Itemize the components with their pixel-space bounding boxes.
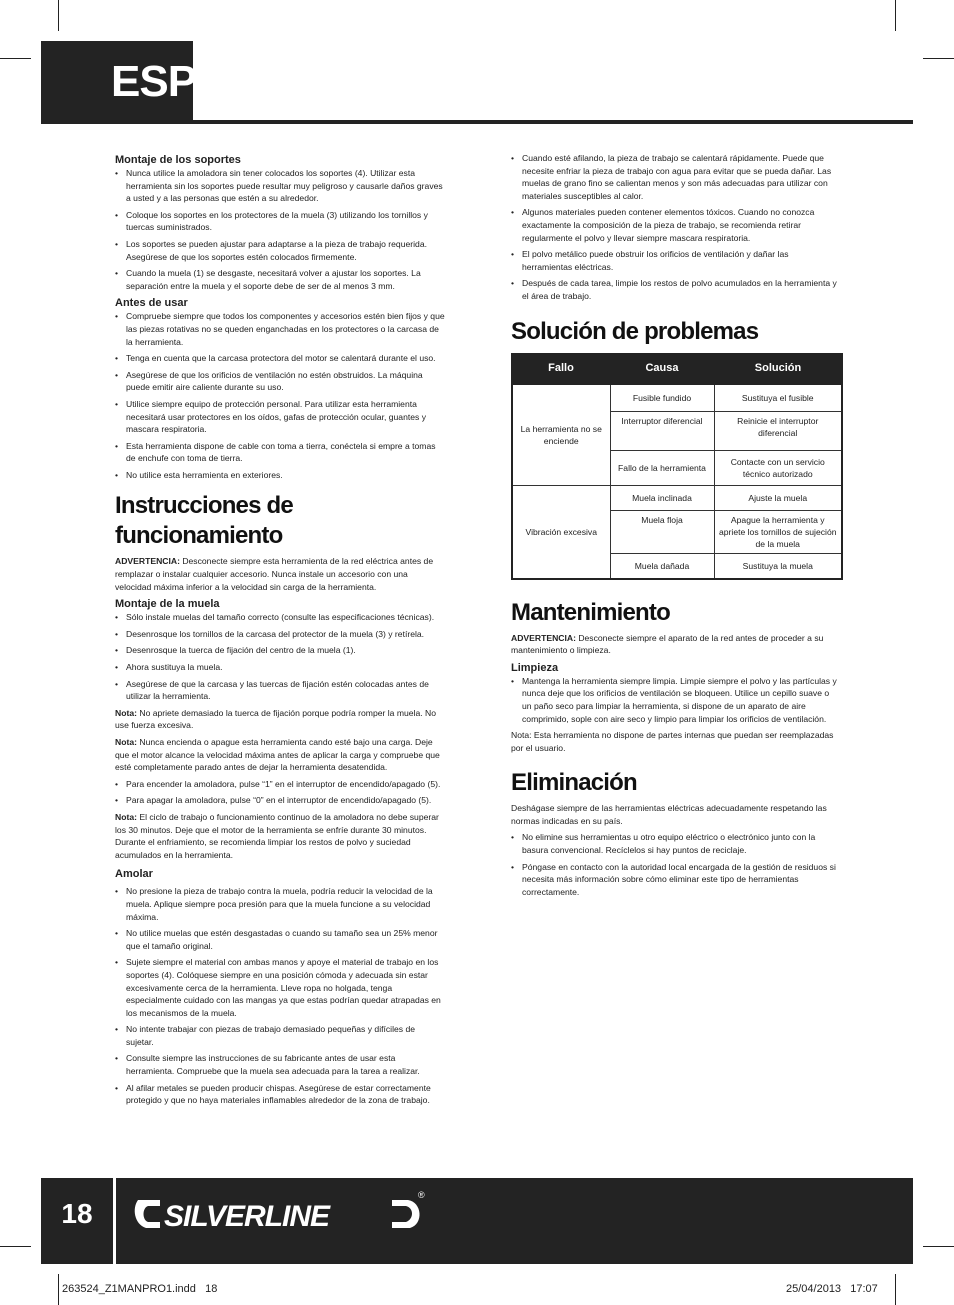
crop-mark xyxy=(0,1246,31,1247)
list-item: • Sujete siempre el material con ambas manos y apoye el material de trabajo en los soportes (4). Colóquese siempre en una posición cómoda y adecuada sin estar excesivamente cerca de la herramienta. Lleve ropa no holgada, tenga especialmente cuidado con las mangas ya que estas podrían quedar atrapadas en los mecanismos de la muela. xyxy=(115,956,445,1019)
table-cell-solucion: Sustituya la muela xyxy=(714,553,842,579)
table-cell-causa: Fusible fundido xyxy=(610,384,714,412)
section-subtitle: Limpieza xyxy=(511,661,559,674)
crop-mark xyxy=(895,0,896,31)
warning-text: Desconecte siempre esta herramienta de la red eléctrica antes de remplazar o instalar cualquier accesorio. Nunca instale un accesorio con una velocidad máxima inferior a la velocidad sin carga de la herramienta. xyxy=(115,556,434,592)
list-item: • Asegúrese de que los orificios de ventilación no estén obstruidos. La máquina puede emitir aire caliente durante su uso. xyxy=(115,369,445,394)
list-item: • Sólo instale muelas del tamaño correcto (consulte las especificaciones técnicas). xyxy=(115,611,445,624)
bullet-list xyxy=(511,675,841,725)
crop-mark xyxy=(0,58,31,59)
bullet-list xyxy=(511,831,841,898)
list-item: • No intente trabajar con piezas de trabajo demasiado pequeñas y difíciles de sujetar. xyxy=(115,1023,445,1048)
note-paragraph xyxy=(115,811,445,861)
note-label: Nota: xyxy=(115,707,137,718)
table-cell-fallo: Vibración excesiva xyxy=(512,485,610,579)
table-cell-causa: Muela floja xyxy=(610,510,714,553)
registered-mark: ® xyxy=(418,1190,425,1200)
list-item: • Cuando esté afilando, la pieza de trabajo se calentará rápidamente. Puede que necesite enfriar la pieza de trabajo con agua para evitar que se pueda dañar. Las muelas de grano fino se calientan menos y son más adecuadas para utilizar con materiales susceptibles al calor. xyxy=(511,152,841,202)
language-label: ESP xyxy=(111,57,197,106)
column-header: Fallo xyxy=(512,354,610,384)
section-heading: Instrucciones de funcionamiento xyxy=(115,492,293,550)
header-rule xyxy=(41,120,913,124)
language-tab xyxy=(41,41,197,123)
note-label: Nota: xyxy=(115,811,137,822)
file-slug: 263524_Z1MANPRO1.indd 18 xyxy=(62,1283,218,1295)
date-slug: 25/04/2013 17:07 xyxy=(786,1283,878,1295)
list-item: • No utilice esta herramienta en exteriores. xyxy=(115,469,445,482)
warning-text: Desconecte siempre el aparato de la red antes de proceder a su mantenimiento o limpieza. xyxy=(511,632,824,656)
list-item: • No presione la pieza de trabajo contra la muela, podría reducir la velocidad de la muela. Aplique siempre poca presión para que la muela funcione a su velocidad máxima. xyxy=(115,885,445,923)
brand-text: SILVERLINE xyxy=(164,1200,330,1233)
table-cell-solucion: Contacte con un servicio técnico autorizado xyxy=(714,450,842,485)
bullet-list xyxy=(115,778,445,807)
list-item: • Los soportes se pueden ajustar para adaptarse a la pieza de trabajo requerida. Asegúrese de que los soportes estén colocados firmemente. xyxy=(115,238,445,263)
bullet-list xyxy=(115,885,445,1107)
list-item: • Utilice siempre equipo de protección personal. Para utilizar esta herramienta necesitará usar protectores en los oídos, gafas de protección ocular, guantes y mascara respiratoria. xyxy=(115,398,445,436)
troubleshooting-table xyxy=(511,353,843,580)
column-header: Causa xyxy=(610,354,714,384)
table-cell-fallo: La herramienta no se enciende xyxy=(512,384,610,486)
warning-paragraph xyxy=(511,632,841,657)
list-item: • Tenga en cuenta que la carcasa protectora del motor se calentará durante el uso. xyxy=(115,352,445,365)
note-text: No apriete demasiado la tuerca de fijación porque podría romper la muela. No use fuerza excesiva. xyxy=(115,707,437,731)
page-number: 18 xyxy=(61,1198,93,1229)
note-paragraph xyxy=(115,707,445,732)
list-item: • Desenrosque la tuerca de fijación del centro de la muela (1). xyxy=(115,644,445,657)
note-text: El ciclo de trabajo o funcionamiento continuo de la amoladora no debe superar los 30 minutos. Deje que el motor de la herramienta se enfríe durante 30 minutos. Durante el enfriamiento, se recomienda limpiar los restos de polvo y suciedad acumulados en la herramienta. xyxy=(115,811,439,860)
section-subtitle: Montaje de la muela xyxy=(115,598,220,611)
footer-divider xyxy=(113,1178,116,1264)
column-header: Solución xyxy=(714,354,842,384)
table-cell-causa: Fallo de la herramienta xyxy=(610,450,714,485)
bullet-list xyxy=(115,611,445,703)
list-item: • Desenrosque los tornillos de la carcasa del protector de la muela (3) y retírela. xyxy=(115,628,445,641)
list-item: • El polvo metálico puede obstruir los orificios de ventilación y dañar las herramientas eléctricas. xyxy=(511,248,841,273)
list-item: • Consulte siempre las instrucciones de su fabricante antes de usar esta herramienta. Compruebe que la muela sea adecuada para la tarea a realizar. xyxy=(115,1052,445,1077)
list-item: • Póngase en contacto con la autoridad local encargada de la gestión de residuos si necesita más información sobre cómo eliminar este tipo de herramientas correctamente. xyxy=(511,861,841,899)
warning-paragraph xyxy=(115,555,445,593)
bullet-list xyxy=(511,152,841,303)
table-cell-causa: Muela inclinada xyxy=(610,485,714,510)
note-text: Nunca encienda o apague esta herramienta cando esté bajo una carga. Deje que el motor alcance la velocidad máxima antes de aplicar la carga y compruebe que esté completamente parado antes de dejar la herramienta desatendida. xyxy=(115,737,440,773)
list-item: • Coloque los soportes en los protectores de la muela (3) utilizando los tornillos y tuercas suministrados. xyxy=(115,209,445,234)
list-item: • Ahora sustituya la muela. xyxy=(115,661,445,674)
list-item: • Para encender la amoladora, pulse “1” en el interruptor de encendido/apagado (5). xyxy=(115,778,445,791)
silverline-logo xyxy=(130,1186,430,1238)
intro-paragraph: Deshágase siempre de las herramientas eléctricas adecuadamente respetando las normas indicadas en su país. xyxy=(511,803,827,826)
table-cell-solucion: Apague la herramienta y apriete los tornillos de sujeción de la muela xyxy=(714,510,842,553)
table-cell-solucion: Ajuste la muela xyxy=(714,485,842,510)
list-item: • No utilice muelas que estén desgastadas o cuando su tamaño sea un 25% menor que el tamaño original. xyxy=(115,927,445,952)
spanner-left-icon xyxy=(135,1200,160,1228)
table-header-row xyxy=(512,354,842,384)
spanner-right-icon xyxy=(392,1200,420,1228)
note-paragraph: Nota: Esta herramienta no dispone de partes internas que puedan ser reemplazadas por el usuario. xyxy=(511,730,834,753)
section-heading: Solución de problemas xyxy=(511,317,759,345)
list-item: • Nunca utilice la amoladora sin tener colocados los soportes (4). Utilizar esta herramienta sin los soportes puede resultar muy peligroso y causarle daños graves a usted y a las personas que estén a su alrededor. xyxy=(115,167,445,205)
section-heading: Mantenimiento xyxy=(511,598,670,626)
warning-label: ADVERTENCIA: xyxy=(511,632,576,643)
list-item: • Esta herramienta dispone de cable con toma a tierra, conéctela si empre a tomas de enchufe con toma de tierra. xyxy=(115,440,445,465)
section-heading: Eliminación xyxy=(511,769,637,797)
section-subtitle: Montaje de los soportes xyxy=(115,154,241,166)
table-cell-causa: Interruptor diferencial xyxy=(610,411,714,450)
list-item: • Cuando la muela (1) se desgaste, necesitará volver a ajustar los soportes. La separación entre la muela y el soporte debe de ser de al menos 3 mm. xyxy=(115,267,445,292)
table-row xyxy=(512,485,842,510)
bullet-list xyxy=(115,310,445,481)
list-item: • Para apagar la amoladora, pulse “0” en el interruptor de encendido/apagado (5). xyxy=(115,794,445,807)
list-item: • Después de cada tarea, limpie los restos de polvo acumulados en la herramienta y el área de trabajo. xyxy=(511,277,841,302)
list-item: • Algunos materiales pueden contener elementos tóxicos. Cuando no conozca exactamente la composición de la pieza de trabajo, se recomienda retirar regularmente el polvo y llevar siempre mascara respiratoria. xyxy=(511,206,841,244)
note-label: Nota: xyxy=(115,737,137,747)
list-item: • Compruebe siempre que todos los componentes y accesorios estén bien fijos y que las piezas rotativas no se queden enganchadas en los protectores o la carcasa de la herramienta. xyxy=(115,310,445,348)
table-cell-solucion: Reinicie el interruptor diferencial xyxy=(714,411,842,450)
crop-mark xyxy=(895,1274,896,1305)
section-subtitle: Antes de usar xyxy=(115,297,188,310)
crop-mark xyxy=(58,0,59,31)
section-subtitle: Amolar xyxy=(115,868,153,881)
table-cell-causa: Muela dañada xyxy=(610,553,714,579)
list-item: • Al afilar metales se pueden producir chispas. Asegúrese de estar correctamente protegido y que no haya materiales inflamables alrededor de la zona de trabajo. xyxy=(115,1082,445,1107)
bullet-list xyxy=(115,167,445,292)
left-column xyxy=(115,153,445,1111)
table-row xyxy=(512,384,842,412)
crop-mark xyxy=(923,1246,954,1247)
list-item: • Mantenga la herramienta siempre limpia. Limpie siempre el polvo y las partículas y nunca deje que los orificios de ventilación se bloqueen. Utilice un cepillo suave o un paño seco para limpiar la herramienta, si dispone de un aparato de aire comprimido, sople con aire seco y limpio para limpiar los orificios de ventilación. xyxy=(511,675,841,725)
right-column xyxy=(511,152,841,902)
list-item: • No elimine sus herramientas u otro equipo eléctrico o electrónico junto con la basura convencional. Recíclelos si hay puntos de reciclaje. xyxy=(511,831,841,856)
table-cell-solucion: Sustituya el fusible xyxy=(714,384,842,412)
crop-mark xyxy=(58,1274,59,1305)
note-paragraph xyxy=(115,736,445,774)
warning-label: ADVERTENCIA: xyxy=(115,556,180,567)
list-item: • Asegúrese de que la carcasa y las tuercas de fijación estén colocadas antes de utilizar la herramienta. xyxy=(115,678,445,703)
crop-mark xyxy=(923,58,954,59)
